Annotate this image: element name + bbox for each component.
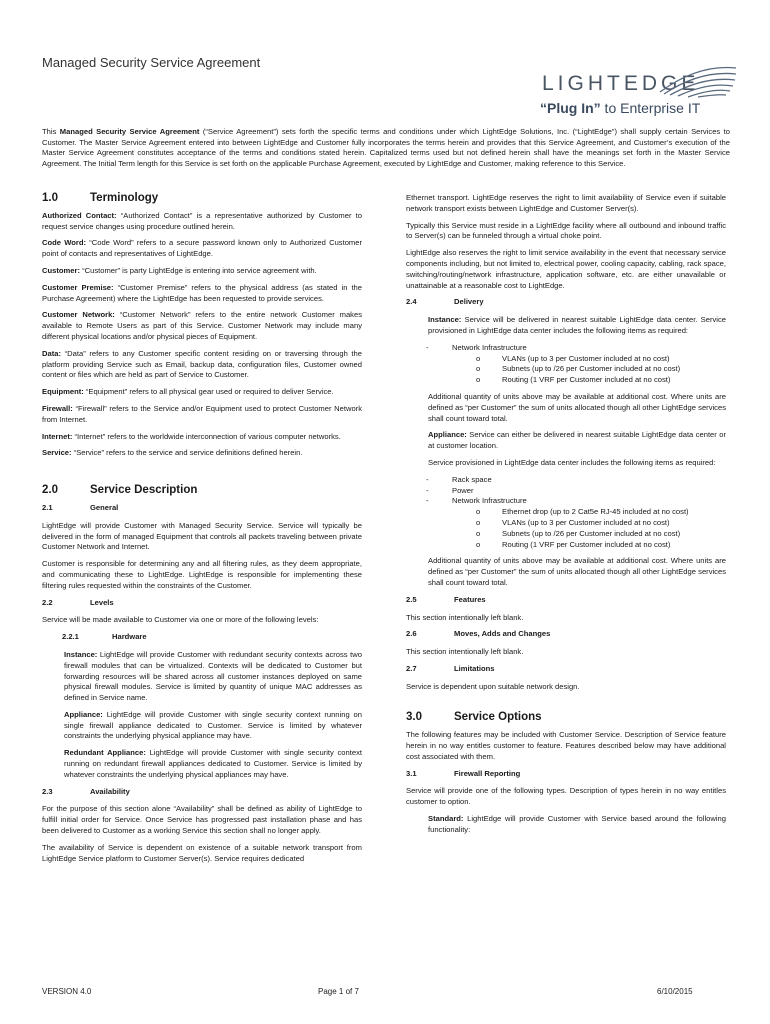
moves-adds-changes-paragraph: This section intentionally left blank. bbox=[406, 647, 524, 657]
limitations-paragraph: Service is dependent upon suitable network design. bbox=[406, 681, 580, 691]
term-code-word: Code Word: “Code Word” refers to a secure password known only to Authorized Customer point of contacts and representatives of LightEdge. bbox=[42, 238, 363, 259]
list-item: o Routing (1 VRF per Customer included at no cost) bbox=[476, 540, 726, 551]
list-item: - Network Infrastructure o Ethernet drop (up to 2 Cat5e RJ-45 included at no cost) o VLANs (up to 3 per Customer included at no cost) o Subnets (up to /26 per Customer included at no cost) o Routing (1 VRF per Customer included at no cost) bbox=[426, 496, 726, 550]
availability-paragraph-4: LightEdge also reserves the right to limit service availability in the event that necessary service components including, but not limited to, electrical power, cooling capacity, cabling, rack space, switching/routing/network infrastructure, application software, etc. are either unavailable or unattainable at a reasonable cost to LightEdge. bbox=[406, 248, 726, 290]
subsection-heading-firewall-reporting: 3.1 Firewall Reporting bbox=[406, 768, 521, 778]
list-item: o Subnets (up to /26 per Customer included at no cost) bbox=[476, 364, 726, 375]
logo-wordmark: LIGHTEDGE bbox=[542, 72, 700, 95]
term-customer: Customer: “Customer” is party LightEdge is entering into service agreement with. bbox=[42, 265, 317, 275]
subsection-heading-general: 2.1 General bbox=[42, 502, 119, 512]
subsection-heading-hardware: 2.2.1 Hardware bbox=[62, 632, 147, 642]
service-options-paragraph: The following features may be included with Customer Service. Description of Service feature herein in no way entitles customer to feature. Features described below may have additional cost associated with them. bbox=[406, 730, 726, 761]
instance-additional-units: Additional quantity of units above may be available at additional cost. Where units are defined as “per Customer” the sum of units allocated though all other LightEdge services shall count toward total. bbox=[428, 391, 726, 423]
footer-version: VERSION 4.0 bbox=[42, 987, 92, 996]
globe-icon bbox=[658, 64, 738, 98]
term-authorized-contact: Authorized Contact: “Authorized Contact” is a representative authorized by Customer to request service changes using procedure outlined herein. bbox=[42, 210, 362, 231]
list-item: - Power bbox=[426, 486, 726, 497]
hardware-instance: Instance: LightEdge will provide Customer with redundant security contexts across two firewall modules that can be virtualized. Contexts will be dedicated to Customer but forwarding resources will be shared across all customer instances deployed on same physical firewall modules. Service is limited by quantity of unique MAC addresses as defined in Service name. bbox=[64, 649, 362, 703]
levels-paragraph: Service will be made available to Customer via one or more of the following levels: bbox=[42, 615, 319, 625]
section-heading-terminology: 1.0 Terminology bbox=[42, 192, 159, 204]
term-customer-network: Customer Network: “Customer Network” refers to the entire network Customer makes available to Remote Users as part of this Service. Customer Network may include many different physical locations and/or physical pieces of Equipment. bbox=[42, 310, 362, 341]
general-paragraph-2: Customer is responsible for determining any and all filtering rules, as they deem appropriate, and communicating these to LightEdge. LightEdge is responsible for implementing these filtering rules requested within the constraints of the Customer. bbox=[42, 559, 362, 590]
subsection-heading-levels: 2.2 Levels bbox=[42, 597, 114, 607]
term-customer-premise: Customer Premise: “Customer Premise” refers to the physical address (as stated in the Purchase Agreement) where the LightEdge has been requested to provide services. bbox=[42, 282, 362, 303]
reporting-standard: Standard: LightEdge will provide Customer with Service based around the following functionality: bbox=[428, 814, 726, 834]
logo-tagline: “Plug In” to Enterprise IT bbox=[540, 100, 701, 116]
subsection-heading-moves-adds-changes: 2.6 Moves, Adds and Changes bbox=[406, 629, 551, 639]
appliance-subitems-list bbox=[452, 507, 726, 550]
subsection-heading-availability: 2.3 Availability bbox=[42, 786, 130, 796]
list-item: - Network Infrastructure o VLANs (up to 3 per Customer included at no cost) o Subnets (up to /26 per Customer included at no cost) o Routing (1 VRF per Customer included at no cost) bbox=[426, 343, 726, 386]
appliance-additional-units: Additional quantity of units above may be available at additional cost. Where units are defined as “per Customer” the sum of units allocated though all other LightEdge services shall count toward total. bbox=[428, 556, 726, 587]
availability-paragraph-1: For the purpose of this section alone “Availability” shall be defined as ability of LightEdge to fulfill initial order for Service. Once Service has progressed past installation phase and has been delivered to Customer as a working Service this section shall no longer apply. bbox=[42, 804, 362, 836]
document-title: Managed Security Service Agreement bbox=[42, 55, 261, 70]
general-paragraph-1: LightEdge will provide Customer with Managed Security Service. Service will typically be delivered in the form of managed Equipment that controls all packets traveling between private Customer Network and Internet. bbox=[42, 520, 362, 552]
hardware-appliance: Appliance: LightEdge will provide Customer with single security context running on single firewall appliance dedicated to Customer. Service is limited by whatever constraints the underlying physical appliance may have. bbox=[64, 709, 362, 741]
list-item: o Subnets (up to /26 per Customer included at no cost) bbox=[476, 529, 726, 540]
section-heading-service-options: 3.0 Service Options bbox=[406, 711, 542, 724]
lightedge-logo bbox=[520, 62, 740, 122]
term-equipment: Equipment: “Equipment” refers to all physical gear used or required to deliver Service. bbox=[42, 387, 334, 397]
right-column bbox=[406, 193, 726, 842]
section-heading-service-description: 2.0 Service Description bbox=[42, 484, 198, 497]
term-internet: Internet: “Internet” refers to the worldwide interconnection of various computer networks. bbox=[42, 431, 341, 441]
appliance-provisioned-paragraph: Service provisioned in LightEdge data center includes the following items as required: bbox=[428, 457, 716, 467]
availability-paragraph-3: Typically this Service must reside in a LightEdge facility where all outbound and inbound traffic to Server(s) can be funneled through a virtual choke point. bbox=[406, 220, 726, 241]
subsection-heading-limitations: 2.7 Limitations bbox=[406, 663, 495, 673]
term-service: Service: “Service” refers to the service and service definitions defined herein. bbox=[42, 448, 303, 458]
list-item: o Ethernet drop (up to 2 Cat5e RJ-45 included at no cost) bbox=[476, 507, 726, 518]
appliance-items-list bbox=[426, 475, 726, 551]
list-item: - Rack space bbox=[426, 475, 726, 486]
subsection-heading-delivery: 2.4 Delivery bbox=[406, 297, 484, 307]
subsection-heading-features: 2.5 Features bbox=[406, 594, 486, 604]
list-item: o Routing (1 VRF per Customer included at no cost) bbox=[476, 375, 726, 386]
footer-page-number: Page 1 of 7 bbox=[318, 987, 359, 996]
delivery-appliance: Appliance: Service can either be delivered in nearest suitable LightEdge data center or at customer location. bbox=[428, 430, 726, 451]
left-column bbox=[42, 193, 362, 870]
availability-paragraph-2-continued: Ethernet transport. LightEdge reserves the right to limit availability of Service even if suitable network transport exists between LightEdge and Customer Server(s). bbox=[406, 193, 726, 213]
term-data: Data: “Data” refers to any Customer specific content residing on or traversing through the platform providing Service such as Email, backup data, configuration files, Customer owned content or files which are held as part of Service to Customer. bbox=[42, 348, 362, 380]
footer-date: 6/10/2015 bbox=[657, 987, 693, 996]
list-item: o VLANs (up to 3 per Customer included at no cost) bbox=[476, 354, 726, 365]
hardware-redundant-appliance: Redundant Appliance: LightEdge will provide Customer with single security context running on redundant firewall appliances dedicated to Customer. Service is limited by whatever constraints the underlying physical appliances may have. bbox=[64, 748, 362, 779]
delivery-instance: Instance: Service will be delivered in nearest suitable LightEdge data center. Service provisioned in LightEdge data center includes the following items as required: bbox=[428, 315, 726, 335]
firewall-reporting-paragraph: Service will provide one of the following types. Description of types herein in no way entitles customer to option. bbox=[406, 786, 726, 807]
features-paragraph: This section intentionally left blank. bbox=[406, 612, 524, 622]
instance-items-list bbox=[426, 343, 726, 386]
instance-subitems-list bbox=[452, 354, 726, 386]
term-firewall: Firewall: “Firewall” refers to the Service and/or Equipment used to protect Customer Network from Internet. bbox=[42, 403, 362, 424]
intro-paragraph: This Managed Security Service Agreement (“Service Agreement”) sets forth the specific terms and conditions under which LightEdge Solutions, Inc. (“LightEdge”) shall supply certain Services to Customer. The Master Service Agreement entered into between LightEdge and Customer fully incorporates the terms herein and provides that this Service Agreement, and Customer’s execution of the Master Service Agreement constitutes acceptance of the terms and conditions stated herein. Capitalized terms used but not defined herein shall have the meanings set forth in the Master Service Agreement. The Initial Term length for this Service is set forth on the applicable Purchase Agreement, executed by LightEdge and Customer, making reference to this Service. bbox=[42, 127, 730, 169]
availability-paragraph-2: The availability of Service is dependent on existence of a suitable network transport from LightEdge Service platform to Customer Server(s). Service requires dedicated bbox=[42, 842, 362, 863]
list-item: o VLANs (up to 3 per Customer included at no cost) bbox=[476, 518, 726, 529]
